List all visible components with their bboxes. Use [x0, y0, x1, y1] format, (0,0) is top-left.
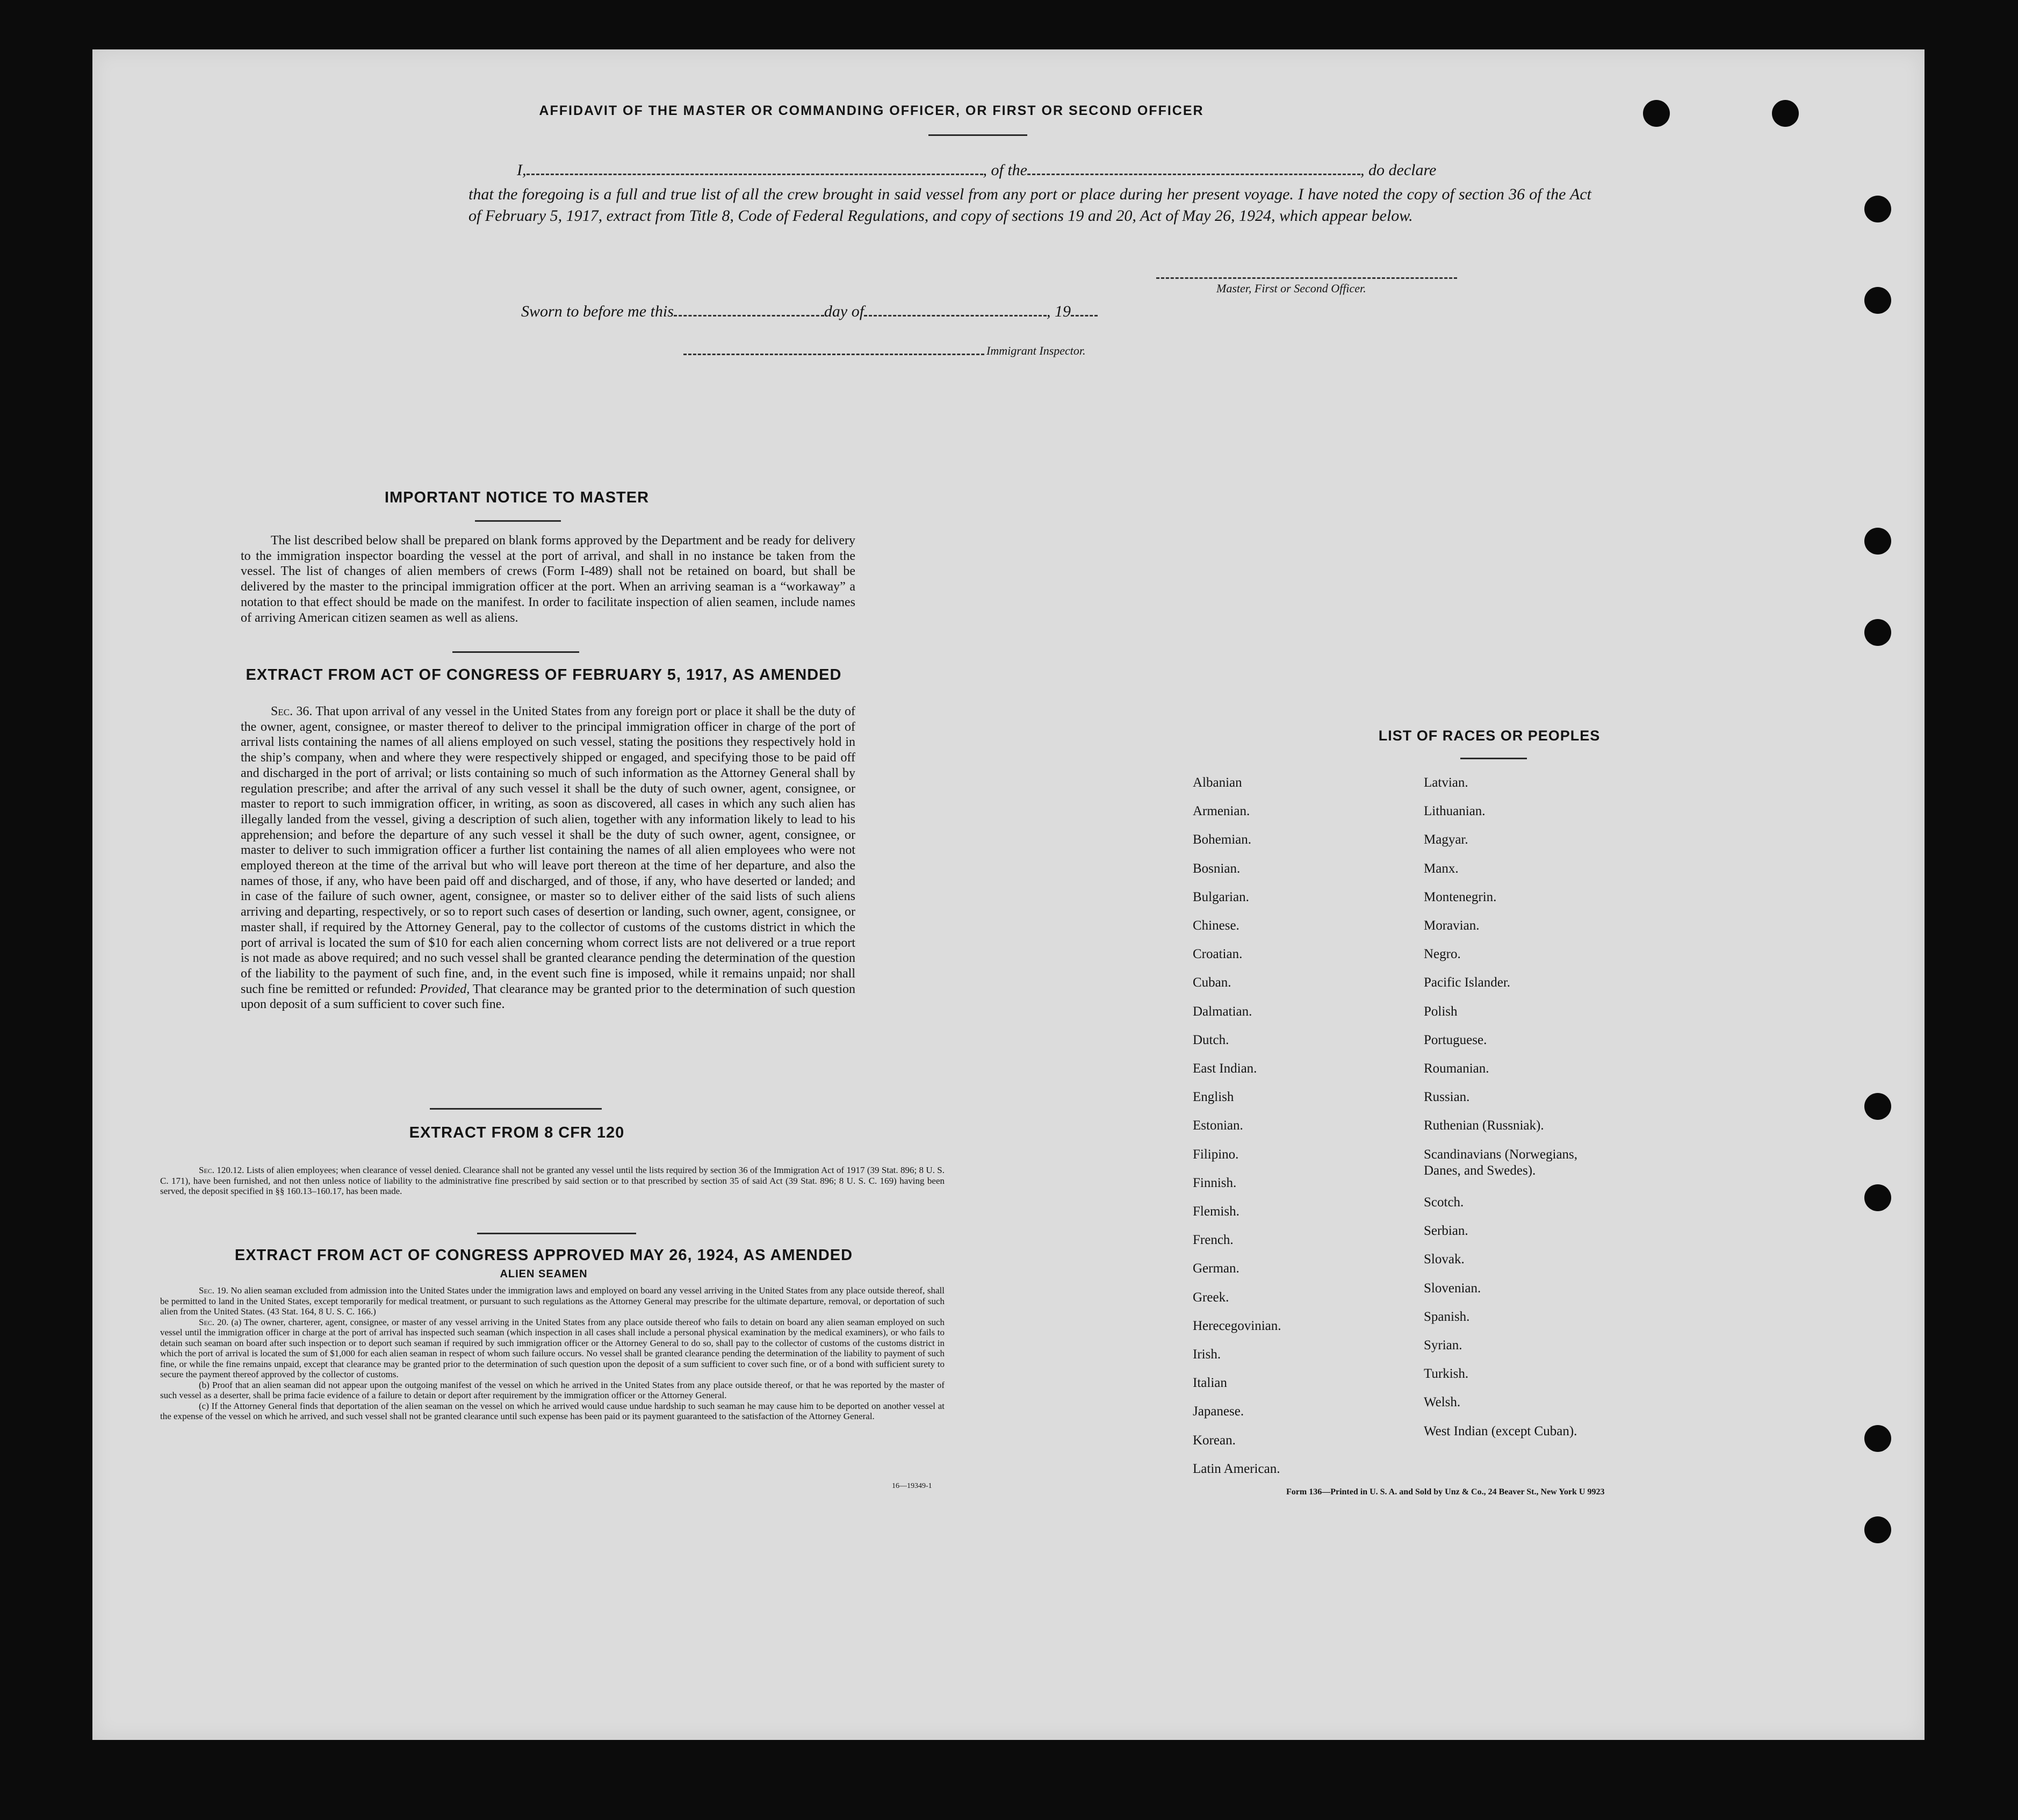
race-item: Roumanian.: [1424, 1061, 1489, 1076]
race-item: Negro.: [1424, 947, 1461, 961]
race-item: Albanian: [1193, 775, 1242, 790]
notice-title: IMPORTANT NOTICE TO MASTER: [384, 489, 650, 506]
races-rule: [1460, 758, 1527, 759]
notice-rule: [475, 520, 561, 522]
race-item: Russian.: [1424, 1090, 1470, 1104]
race-item: Bohemian.: [1193, 832, 1252, 847]
inspector-signature-line[interactable]: [683, 354, 984, 355]
section-rule: [452, 651, 579, 653]
title-rule: [928, 134, 1027, 136]
extract-1924-title: EXTRACT FROM ACT OF CONGRESS APPROVED MAY 26, 1924, AS AMENDED: [234, 1247, 853, 1264]
race-item: Serbian.: [1424, 1224, 1468, 1238]
cfr-title: EXTRACT FROM 8 CFR 120: [409, 1124, 625, 1141]
form-sheet: [92, 49, 1925, 1740]
affidavit-declaration-line: I, , of the , do declare: [517, 161, 1437, 179]
race-item: Portuguese.: [1424, 1033, 1487, 1047]
race-item: Herecegovinian.: [1193, 1319, 1281, 1333]
punch-hole: [1864, 528, 1891, 555]
section-rule: [477, 1233, 636, 1234]
race-item: Montenegrin.: [1424, 890, 1497, 904]
race-item: Ruthenian (Russniak).: [1424, 1118, 1544, 1133]
race-item: Bulgarian.: [1193, 890, 1249, 904]
race-item: English: [1193, 1090, 1234, 1104]
race-item: Lithuanian.: [1424, 804, 1486, 818]
race-item: Flemish.: [1193, 1204, 1239, 1219]
race-item: Cuban.: [1193, 975, 1231, 990]
race-item: Spanish.: [1424, 1310, 1470, 1324]
punch-hole: [1864, 196, 1891, 222]
race-item: Korean.: [1193, 1433, 1236, 1448]
extract-1924-body: [160, 1285, 945, 1422]
sworn-year-blank[interactable]: [1071, 315, 1098, 316]
punch-hole: [1772, 100, 1799, 127]
race-item: Estonian.: [1193, 1118, 1243, 1133]
extract-1917-body: Sec. 36. That upon arrival of any vessel in the United States from any foreign port or place it shall be the duty of the owner, agent, consignee, or master thereof to deliver to the principal immigration officer in charge of the port of arrival lists containing the names of all aliens employed on such vessel, stating the positions they respectively hold in the ship’s company, when and where they were respectively shipped or engaged, and specifying those to be paid off and discharged in the port of arrival; or lists containing so much of such information as the Attorney General shall by regulation prescribe; and after the arrival of any such vessel it shall be the duty of such owner, agent, consignee, or master to report to such immigration officer, in writing, as soon as discovered, all cases in which any such alien has illegally landed from the vessel, giving a description of such alien, together with any information likely to lead to his apprehension; and before the departure of any such vessel it shall be the duty of such owner, agent, consignee, or master to deliver to such immigration officer a further list containing the names of all alien employees who were not employed thereon at the time of the arrival but who will leave port thereon at the time of her departure, and also the names of those, if any, who have been paid off and discharged, and of those, if any, who have deserted or landed; and in case of the failure of such owner, agent, consignee, or master so to deliver either of the said lists of such aliens arriving and departing, respectively, or so to report such cases of desertion or landing, such owner, agent, consignee, or master shall, if required by the Attorney General, pay to the collector of customs of the customs district in which the port of arrival is located the sum of $10 for each alien concerning whom correct lists are not delivered or a true report is not made as above required; and no such vessel shall be granted clearance pending the determination of the question of the liability to the payment of such fine, and, in the event such fine is imposed, while it remains unpaid; nor shall such fine be remitted or refunded: Provided, That clearance may be granted prior to the determination of such question upon deposit of a sum sufficient to cover such fine.: [241, 704, 856, 1012]
affidavit-body: that the foregoing is a full and true list of all the crew brought in said vessel from any port or place during her present voyage. I have noted the copy of section 36 of the Act of February 5, 1917, extract from Title 8, Code of Federal Regulations, and copy of sections 19 and 20, Act of May 26, 1924, which appear below.: [469, 185, 1591, 225]
punch-hole: [1864, 1516, 1891, 1543]
sec-20b: (b) Proof that an alien seaman did not appear upon the outgoing manifest of the vessel on which he arrived in the United States from any place outside thereof, or that he was reported by the master of such vessel as a deserter, shall be prima facie evidence of a failure to detain or deport after requirement by the immigration officer or the Attorney General.: [160, 1379, 945, 1400]
sec-19: Sec. 19. No alien seaman excluded from admission into the United States under the immigration laws and employed on board any vessel arriving in the United States from any place outside thereof, shall be permitted to land in the United States, except temporarily for medical treatment, or pursuant to such regulations as the Attorney General may prescribe for the ultimate departure, removal, or deportation of such alien from the United States. (43 Stat. 164, 8 U. S. C. 166.): [160, 1285, 945, 1317]
race-item: Greek.: [1193, 1290, 1229, 1305]
race-item: Scotch.: [1424, 1195, 1464, 1210]
race-item: Chinese.: [1193, 918, 1239, 933]
race-item: Turkish.: [1424, 1366, 1469, 1381]
inspector-caption: Immigrant Inspector.: [986, 344, 1086, 357]
race-item: Finnish.: [1193, 1176, 1237, 1190]
race-item: Italian: [1193, 1376, 1227, 1390]
punch-hole: [1864, 619, 1891, 646]
race-item: Japanese.: [1193, 1404, 1244, 1419]
form-code: 16—19349-1: [892, 1482, 932, 1490]
punch-hole: [1864, 287, 1891, 314]
race-item: Welsh.: [1424, 1395, 1461, 1409]
race-item: Croatian.: [1193, 947, 1243, 961]
race-item: Filipino.: [1193, 1147, 1239, 1162]
notice-body: The list described below shall be prepared on blank forms approved by the Department and be ready for delivery to the immigration inspector boarding the vessel at the port of arrival, and shall in no instance be taken from the vessel. The list of changes of alien members of crews (Form I-489) shall not be retained on board, but shall be delivered by the master to the principal immigration officer at the port. When an arriving seaman is a “workaway” a notation to that effect should be made on the manifest. In order to facilitate inspection of alien seamen, include names of arriving American citizen seamen as well as aliens.: [241, 534, 855, 625]
affidavit-title: AFFIDAVIT OF THE MASTER OR COMMANDING OFFICER, OR FIRST OR SECOND OFFICER: [539, 103, 1204, 118]
punch-hole: [1864, 1093, 1891, 1120]
punch-hole: [1864, 1184, 1891, 1211]
race-item: French.: [1193, 1233, 1234, 1247]
race-item: Syrian.: [1424, 1338, 1462, 1353]
section-rule: [430, 1108, 602, 1110]
extract-1917-title: EXTRACT FROM ACT OF CONGRESS OF FEBRUARY 5, 1917, AS AMENDED: [246, 666, 842, 684]
alien-seamen-subtitle: ALIEN SEAMEN: [500, 1268, 588, 1280]
punch-hole: [1864, 1425, 1891, 1452]
sec-20c: (c) If the Attorney General finds that deportation of the alien seaman on the vessel on which he arrived would cause undue hardship to such seaman he may cause him to be deported on another vessel at the expense of the vessel on which he arrived, and such vessel shall not be granted clearance until such expense has been paid or its payment guaranteed to the satisfaction of the Attorney General.: [160, 1400, 945, 1421]
printer-footer: Form 136—Printed in U. S. A. and Sold by Unz & Co., 24 Beaver St., New York U 9923: [1286, 1487, 1605, 1497]
race-item: Armenian.: [1193, 804, 1250, 818]
race-item: Slovenian.: [1424, 1281, 1481, 1296]
cfr-body: Sec. 120.12. Lists of alien employees; when clearance of vessel denied. Clearance shall not be granted any vessel until the lists required by section 36 of the Immigration Act of 1917 (39 Stat. 896; 8 U. S. C. 171), have been furnished, and not then unless notice of liability to the administrative fine prescribed by said section or to that prescribed by section 35 of said Act (39 Stat. 896; 8 U. S. C. 169) having been served, the deposit specified in §§ 160.13–160.17, has been made.: [160, 1165, 945, 1196]
sworn-month-blank[interactable]: [864, 315, 1047, 316]
race-item: Pacific Islander.: [1424, 975, 1511, 990]
race-item: Dutch.: [1193, 1033, 1229, 1047]
sec-20a: Sec. 20. (a) The owner, charterer, agent, consignee, or master of any vessel arriving in the United States from any place outside thereof who fails to detain on board any alien seaman employed on such vessel until the immigration officer in charge at the port of arrival has inspected such seaman (which inspection in all cases shall include a personal physical examination by the medical examiners), or who fails to detain such seaman on board after such inspection or to deport such seaman if required by such immigration officer or the Attorney General to do so, shall pay to the collector of customs of the customs district in which the port of arrival is located the sum of $1,000 for each alien seaman in respect of whom such failure occurs. No vessel shall be granted clearance pending the determination of the liability to payment of such fine, or while the fine remains unpaid, except that clearance may be granted prior to the determination of such question upon the deposit of a sum sufficient to cover such fine, or of a bond with sufficient surety to secure the payment thereof approved by the collector of customs.: [160, 1317, 945, 1379]
races-title: LIST OF RACES OR PEOPLES: [1378, 728, 1601, 744]
race-item: Moravian.: [1424, 918, 1480, 933]
sworn-day-blank[interactable]: [674, 315, 824, 316]
race-item: Slovak.: [1424, 1252, 1465, 1267]
race-item: Latvian.: [1424, 775, 1468, 790]
race-item: Irish.: [1193, 1347, 1221, 1362]
race-item: Latin American.: [1193, 1462, 1280, 1476]
race-item: West Indian (except Cuban).: [1424, 1424, 1577, 1438]
race-item: Manx.: [1424, 861, 1459, 876]
race-item: Scandinavians (Norwegians, Danes, and Swedes).: [1424, 1147, 1578, 1178]
master-caption: Master, First or Second Officer.: [1216, 282, 1366, 295]
name-blank[interactable]: [527, 174, 983, 175]
vessel-blank[interactable]: [1027, 174, 1360, 175]
race-item: German.: [1193, 1261, 1239, 1276]
race-item: Polish: [1424, 1004, 1458, 1019]
race-item: Magyar.: [1424, 832, 1468, 847]
sworn-line: Sworn to before me this day of , 19: [521, 301, 1327, 322]
race-item: East Indian.: [1193, 1061, 1257, 1076]
master-signature-line[interactable]: [1156, 277, 1457, 279]
race-item: Bosnian.: [1193, 861, 1241, 876]
race-item: Dalmatian.: [1193, 1004, 1252, 1019]
